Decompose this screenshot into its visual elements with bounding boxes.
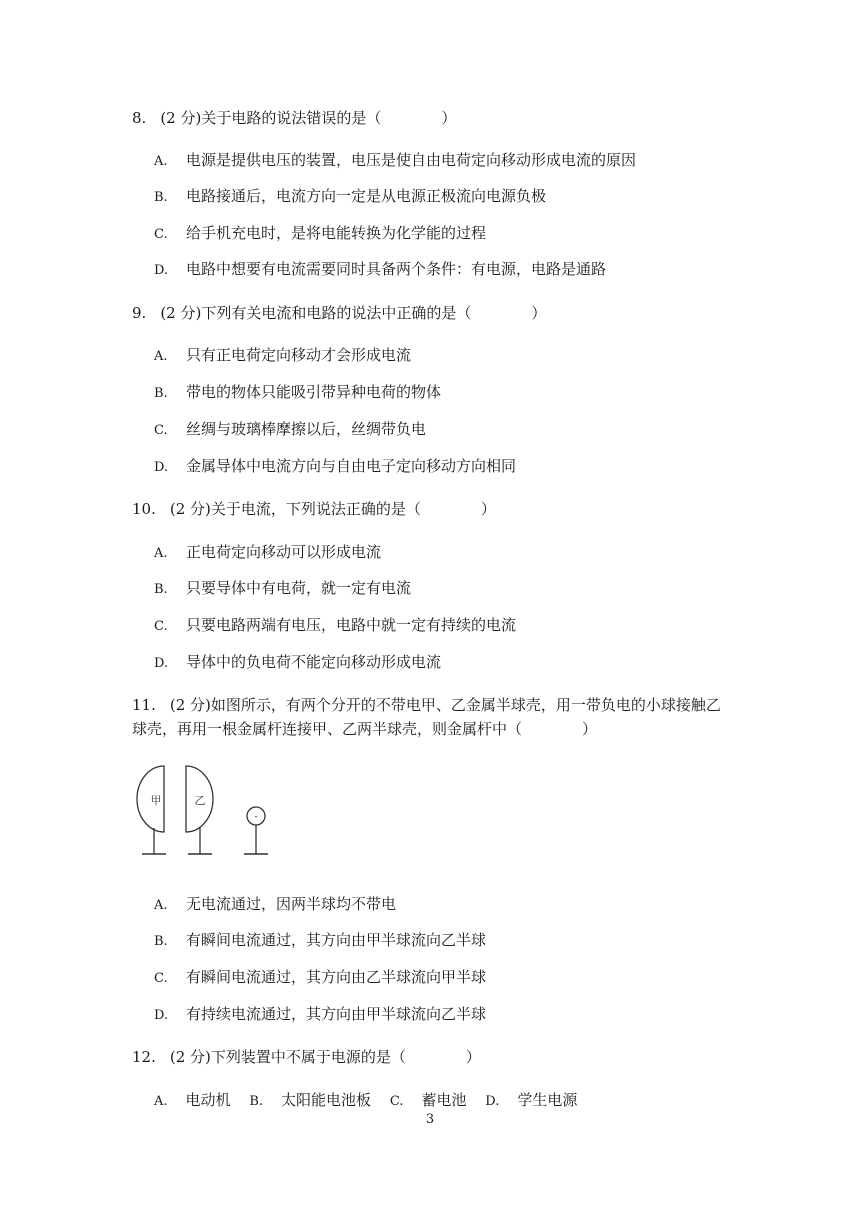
option-10c: C. 只要电路两端有电压，电路中就一定有持续的电流	[154, 616, 517, 634]
hemispheres-figure	[134, 760, 284, 860]
option-11c: C. 有瞬间电流通过，其方向由乙半球流向甲半球	[154, 968, 487, 986]
option-12b-letter: B.	[249, 1094, 264, 1109]
option-12a-letter: A.	[154, 1094, 168, 1109]
question-points: (2 分)	[169, 500, 211, 518]
option-12b-text: 太阳能电池板	[281, 1091, 372, 1109]
option-12a-text: 电动机	[185, 1091, 231, 1109]
option-8c: C. 给手机充电时，是将电能转换为化学能的过程	[154, 224, 487, 242]
question-number: 10.	[132, 500, 156, 518]
option-12c-letter: C.	[389, 1094, 404, 1109]
option-9d: D. 金属导体中电流方向与自由电子定向移动方向相同	[154, 457, 517, 475]
question-stem: 关于电路的说法错误的是（ ）	[201, 109, 457, 127]
question-number: 9.	[132, 304, 147, 322]
option-10b: B. 只要导体中有电荷，就一定有电流	[154, 579, 412, 597]
question-11-stem-line2: 球壳，再用一根金属杆连接甲、乙两半球壳，则金属杆中（ ）	[132, 720, 598, 738]
question-10	[132, 499, 496, 519]
question-number: 12.	[132, 1048, 156, 1066]
question-stem: 下列有关电流和电路的说法中正确的是（ ）	[201, 304, 547, 322]
option-12d-text: 学生电源	[517, 1091, 578, 1109]
question-stem: 如图所示，有两个分开的不带电甲、乙金属半球壳，用一带负电的小球接触乙	[210, 696, 721, 714]
left-hemisphere-label: 甲	[150, 794, 162, 807]
question-9	[132, 303, 546, 323]
question-points: (2 分)	[160, 109, 202, 127]
question-number: 8.	[132, 109, 147, 127]
question-stem: 下列装置中不属于电源的是（ ）	[210, 1048, 481, 1066]
question-8	[132, 108, 456, 128]
question-points: (2 分)	[169, 1048, 211, 1066]
question-12	[132, 1047, 481, 1067]
option-8b: B. 电路接通后，电流方向一定是从电源正极流向电源负极	[154, 187, 547, 205]
question-number: 11.	[132, 696, 156, 714]
question-stem: 关于电流，下列说法正确的是（ ）	[210, 500, 496, 518]
question-12-options	[154, 1090, 591, 1112]
option-11b: B. 有瞬间电流通过，其方向由甲半球流向乙半球	[154, 931, 487, 949]
option-9b: B. 带电的物体只能吸引带异种电荷的物体	[154, 383, 442, 401]
question-points: (2 分)	[160, 304, 202, 322]
option-11a: A. 无电流通过，因两半球均不带电	[154, 895, 397, 913]
page-number: 3	[425, 1112, 435, 1127]
ball-charge-label: -	[254, 812, 258, 822]
option-11d: D. 有持续电流通过，其方向由甲半球流向乙半球	[154, 1005, 487, 1023]
option-9c: C. 丝绸与玻璃棒摩擦以后，丝绸带负电	[154, 420, 427, 438]
option-10d: D. 导体中的负电荷不能定向移动形成电流	[154, 653, 442, 671]
option-8d: D. 电路中想要有电流需要同时具备两个条件：有电源，电路是通路	[154, 260, 607, 278]
option-9a: A. 只有正电荷定向移动才会形成电流	[154, 346, 412, 364]
option-10a: A. 正电荷定向移动可以形成电流	[154, 543, 382, 561]
option-12c-text: 蓄电池	[421, 1091, 467, 1109]
question-points: (2 分)	[169, 696, 211, 714]
question-11	[132, 695, 721, 715]
option-8a: A. 电源是提供电压的装置，电压是使自由电荷定向移动形成电流的原因	[154, 151, 637, 169]
option-12d-letter: D.	[485, 1094, 500, 1109]
right-hemisphere-label: 乙	[194, 794, 206, 807]
